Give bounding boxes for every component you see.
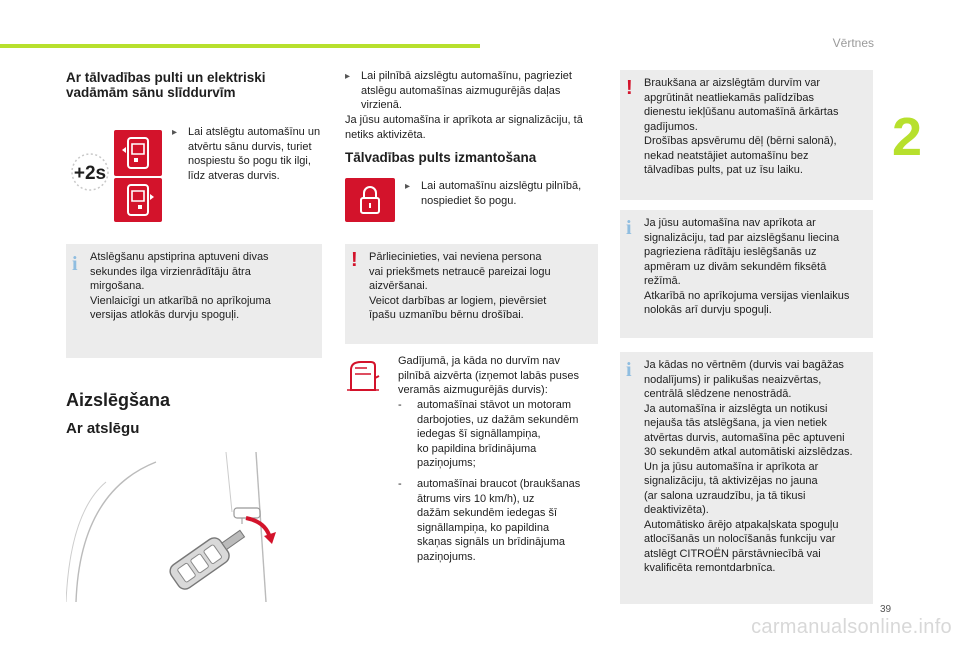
chapter-title: Vērtnes [832,36,874,50]
text-line: 30 sekundēm atkal automātiski aizslēdzas. [644,446,853,458]
bullet-marker: ▸ [345,71,351,82]
text-line: mirgošana. [90,280,145,292]
text-line: režīmā. [644,275,681,287]
text-line: ātrums virs 10 km/h), uz [417,492,535,505]
text-line: iedegas šī signāllampiņa, [417,428,541,440]
timer-label: +2s [73,163,107,184]
info-box-central-locking [620,352,873,604]
list-dash: - [398,399,402,411]
text-line: gadījumos. [644,120,698,133]
text-line: Drošības apsvērumu dēļ (bērni salonā), [644,135,837,147]
text-line: Ja kādas no vērtnēm (durvis vai bagāžas [644,359,844,371]
unlock-sliding-door-instruction: Lai atslēgtu automašīnu un atvērtu sānu durvis, turiet nospiestu šo pogu tik ilgi, līdz atveras durvis. [188,126,321,182]
text-line: signalizāciju, tā aktivizējas no jauna [644,475,818,487]
text-line: kvalificēta remontdarbnīca. [644,562,776,574]
text-line: sekundes ilga virzienrādītāju ātra [90,265,251,278]
text-line: deaktivizēta). [644,504,709,516]
text-line: Vienlaicīgi un atkarībā no aprīkojuma [90,294,271,307]
text-line: nekad neatstājiet automašīnu bez [644,149,809,162]
text-line: automašīnai braucot (braukšanas [417,478,581,490]
text-line: dienestu iekļūšanu automašīnā ārkārtas [644,106,839,118]
info-icon: i [626,359,632,381]
bullet-marker: ▸ [405,181,411,192]
warning-box-driving-locked [620,70,873,200]
section-heading-remote-use: Tālvadības pults izmantošana [345,150,537,165]
text-line: Atkarībā no aprīkojuma versijas vienlaikus [644,289,850,302]
door-open-warning-light-icon [345,356,381,396]
open-door-intro [398,354,598,398]
text-line: īpašu uzmanību bērnu drošībai. [369,309,524,321]
list-item-driving [417,477,601,564]
subsection-title-with-key: Ar atslēgu [66,420,140,437]
section-heading-remote-sliding-doors: Ar tālvadības pulti un elektriski vadāmām sānu slīddurvīm [66,70,266,100]
text-line: Un ja jūsu automašīna ir aprīkota ar [644,460,819,473]
text-line: Ja automašīna ir aizslēgta un notikusi [644,402,828,415]
text-line: paziņojums. [417,550,476,563]
text-line: Pārliecinieties, vai neviena persona [369,251,542,263]
text-line: Automātisko ārējo atpakaļskata spoguļu [644,518,839,531]
text-line: centrālā slēdzene nenostrādā. [644,388,792,400]
lock-button-icon [345,178,395,222]
text-line: pagrieziena rādītāju ieslēgšanās uz [644,246,817,258]
remote-lock-instruction: Lai automašīnu aizslēgtu pilnībā, nospiediet šo pogu. [421,180,582,207]
unlock-sliding-door-right-button-icon [114,178,162,222]
text-line: nodalījums) ir palikušas neaizvērtas, [644,373,822,386]
chapter-number: 2 [892,107,923,167]
text-line: Braukšana ar aizslēgtām durvīm var [644,77,821,89]
text-line: skaņas signāls un brīdinājuma [417,536,565,548]
text-line: ko papildina brīdinājuma [417,442,537,455]
text-line: apmēram uz divām sekundēm fiksētā [644,260,827,273]
warning-icon: ! [626,77,633,99]
warning-box-text [644,76,872,178]
text-line: Veicot darbības ar logiem, pievērsiet [369,294,547,307]
text-line: automašīnai stāvot un motoram [417,399,572,411]
text-line: veramās aizmugurējās durvis): [398,384,548,396]
text-line: signāllampiņa, ko papildina [417,521,550,534]
key-in-door-illustration [66,452,322,604]
alarm-note: Ja jūsu automašīna ir aprīkota ar signalizāciju, tā netiks aktivizēta. [345,114,583,141]
warning-box-text [369,250,595,323]
warning-box-windows [345,244,598,344]
text-line: nolokās arī durvju spoguļi. [644,304,772,316]
info-box-text [90,250,318,323]
text-line: pilnībā aizvērta (izņemot labās puses [398,369,579,382]
list-item-stationary [417,398,601,471]
text-line: versijas atlokās durvju spoguļi. [90,309,240,321]
text-line: Ja jūsu automašīna nav aprīkota ar [644,217,816,229]
watermark: carmanualsonline.info [751,616,952,638]
text-line: darbojoties, uz dažām sekundēm [417,413,579,426]
section-title-locking: Aizslēgšana [66,390,171,410]
info-box-text [644,216,874,318]
warning-icon: ! [351,249,358,271]
info-icon: i [626,217,632,239]
info-box-no-alarm [620,210,873,338]
info-icon: i [72,253,78,275]
list-dash: - [398,478,402,490]
text-line: nejauša tās atslēgšana, ja vien netiek [644,417,827,429]
unlock-sliding-door-left-button-icon [114,130,162,176]
text-line: dažām sekundēm iedegas šī [417,507,558,519]
text-line: Atslēgšanu apstiprina aptuveni divas [90,251,269,263]
text-line: (ar salona uzraudzību, ja tā tikusi [644,489,806,502]
text-line: apgrūtināt neatliekamās palīdzības [644,91,814,104]
text-line: atslēgt CITROËN pārstāvniecībā vai [644,547,821,560]
info-box-text [644,358,874,576]
bullet-marker: ▸ [172,127,178,138]
timer-2s-icon [66,152,114,192]
text-line: signalizāciju, tad par aizslēgšanu liecina [644,231,840,244]
text-line: tālvadības pults, pat uz īsu laiku. [644,164,803,176]
text-line: vai priekšmets netraucē pareizai logu [369,265,551,278]
text-line: atlocīšanās un nolocīšanās funkciju var [644,533,836,545]
key-lock-instruction: Lai pilnībā aizslēgtu automašīnu, pagrieziet atslēgu automašīnas aizmugurējās daļas virzienā. [361,70,572,111]
text-line: paziņojums; [417,457,476,469]
header-accent-bar [0,44,480,48]
text-line: atvērtas durvis, automašīna pēc aptuveni [644,431,845,444]
info-box-unlock-confirmation [66,244,322,358]
page-number: 39 [880,604,892,615]
text-line: Gadījumā, ja kāda no durvīm nav [398,355,561,367]
text-line: aizvēršanai. [369,280,428,292]
